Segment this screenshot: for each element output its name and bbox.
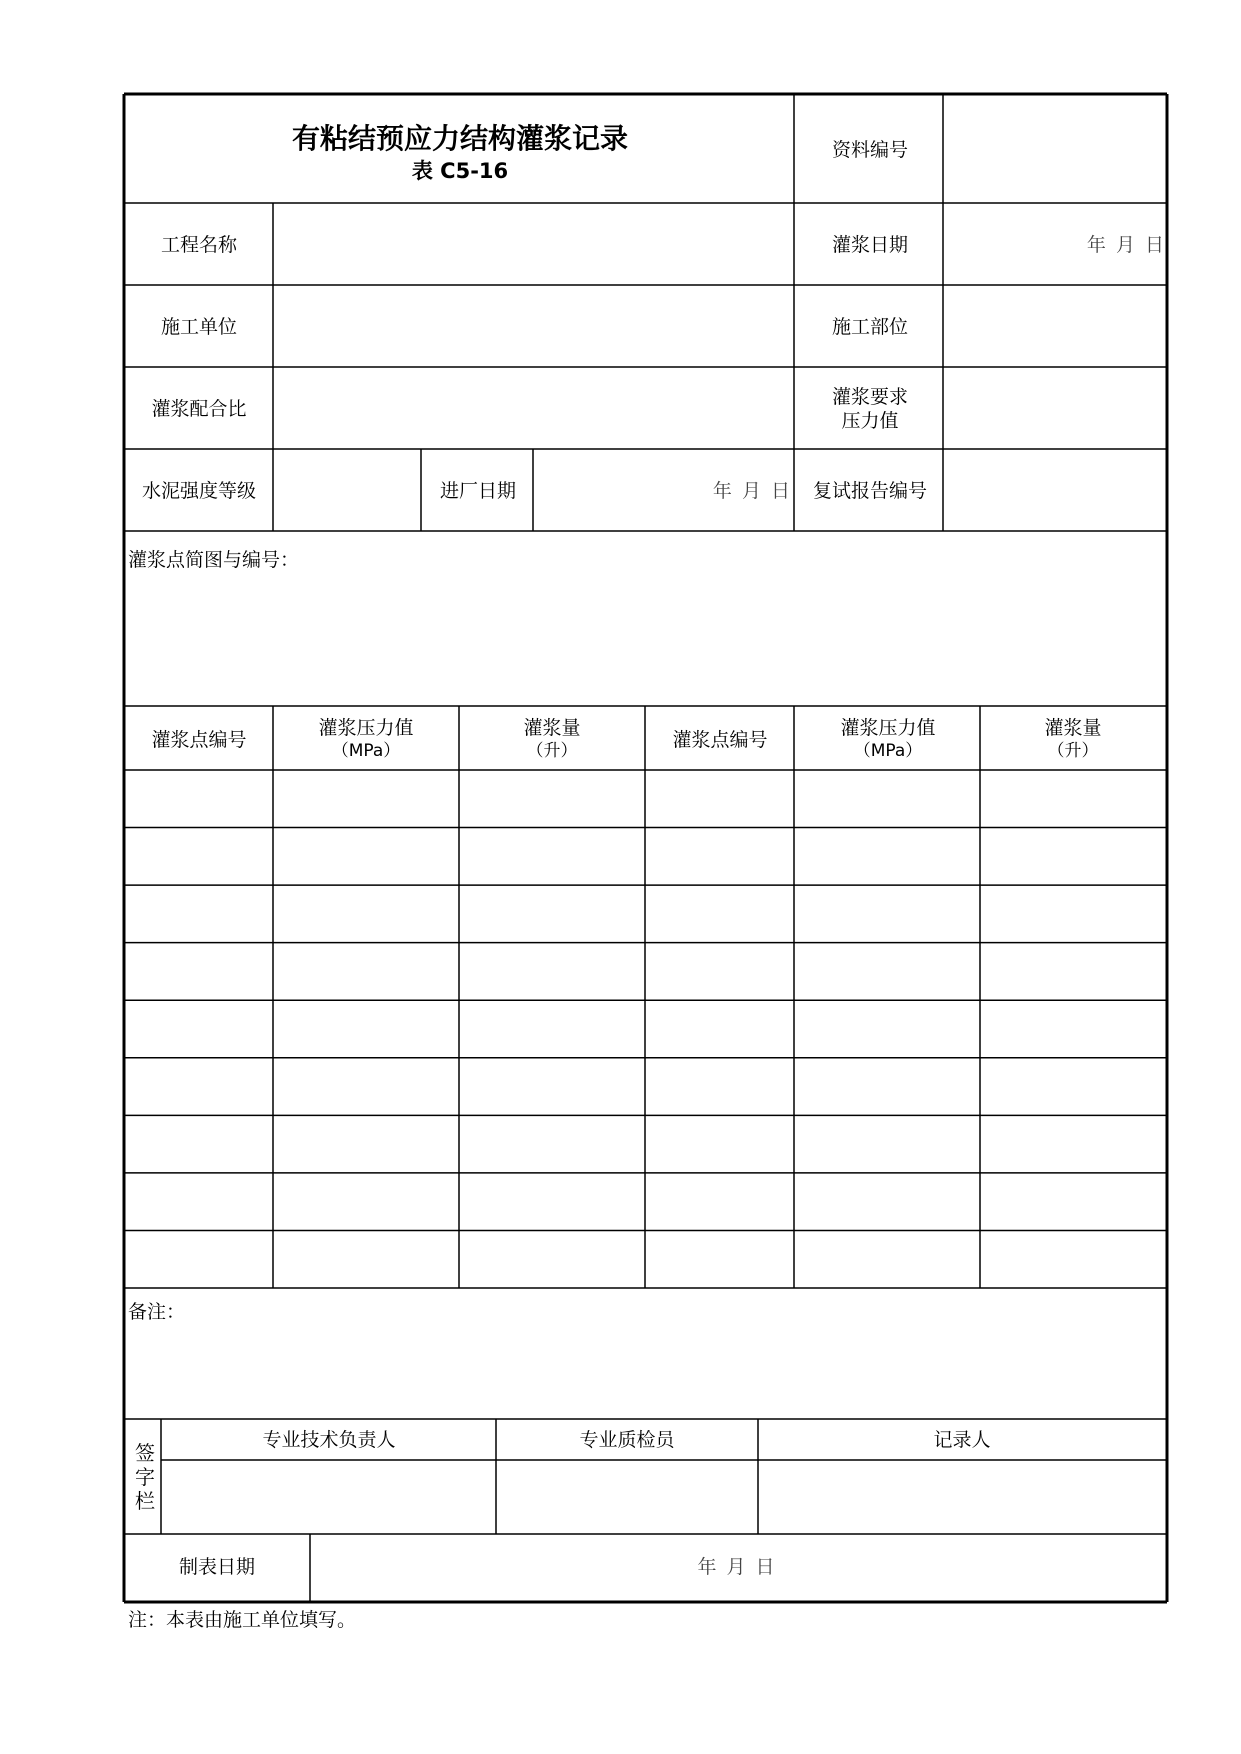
table-cell[interactable] [647,772,792,826]
location-field[interactable] [944,286,1166,366]
form-title: 有粘结预应力结构灌浆记录 [291,122,629,155]
signature-char: 字 [135,1465,155,1489]
arrival-date-value[interactable]: 年 月 日 [712,480,792,502]
table-cell[interactable] [461,1060,643,1114]
col-header-volume-1: 灌浆量 [523,717,581,739]
signature-field-recorder[interactable] [760,1462,1166,1532]
table-cell[interactable] [647,1117,792,1171]
table-cell[interactable] [126,1117,271,1171]
table-cell[interactable] [796,887,978,941]
table-cell[interactable] [796,1060,978,1114]
retest-report-field[interactable] [944,450,1166,530]
table-cell[interactable] [796,945,978,999]
project-name-field[interactable] [274,204,794,284]
table-cell[interactable] [982,1232,1165,1286]
signature-field-inspector[interactable] [498,1462,756,1532]
table-cell[interactable] [796,1175,978,1229]
table-cell[interactable] [126,945,271,999]
table-cell[interactable] [275,772,457,826]
required-pressure-field[interactable] [944,368,1166,448]
form-number: 表 C5-16 [411,159,509,183]
table-cell[interactable] [647,1232,792,1286]
table-cell[interactable] [275,1175,457,1229]
project-name-label: 工程名称 [160,234,238,256]
remarks-area[interactable] [126,1328,1166,1418]
doc-no-label: 资料编号 [831,139,909,161]
signature-char: 栏 [135,1489,155,1513]
table-cell[interactable] [461,1232,643,1286]
contractor-field[interactable] [274,286,794,366]
required-pressure-label-line2: 压力值 [841,410,899,432]
signature-section-label [134,1441,156,1513]
sketch-area[interactable] [126,576,1166,706]
signature-char: 签 [135,1441,155,1465]
grout-date-value[interactable]: 年 月 日 [1086,234,1166,256]
arrival-date-label: 进厂日期 [439,480,517,502]
table-cell[interactable] [461,945,643,999]
signature-role-inspector: 专业质检员 [579,1429,675,1451]
grout-date-label: 灌浆日期 [831,234,909,256]
form-footnote: 注：本表由施工单位填写。 [128,1609,357,1631]
col-header-point-no-1: 灌浆点编号 [151,729,247,751]
table-cell[interactable] [796,1117,978,1171]
signature-field-tech-lead[interactable] [164,1462,494,1532]
made-date-value[interactable]: 年 月 日 [697,1556,777,1578]
table-cell[interactable] [275,1002,457,1056]
col-header-volume-unit-1: （升） [526,741,578,761]
table-cell[interactable] [982,772,1165,826]
table-cell[interactable] [275,1232,457,1286]
table-cell[interactable] [126,1175,271,1229]
table-cell[interactable] [461,830,643,884]
col-header-pressure-unit-1: （MPa） [331,741,401,761]
table-cell[interactable] [126,1002,271,1056]
contractor-label: 施工单位 [160,316,238,338]
table-cell[interactable] [647,887,792,941]
col-header-pressure-2: 灌浆压力值 [840,717,936,739]
table-cell[interactable] [982,945,1165,999]
table-cell[interactable] [461,1175,643,1229]
cement-grade-field[interactable] [274,450,420,530]
col-header-point-no-2: 灌浆点编号 [672,729,768,751]
table-cell[interactable] [126,1060,271,1114]
col-header-pressure-1: 灌浆压力值 [318,717,414,739]
sketch-label: 灌浆点简图与编号： [128,549,300,571]
made-date-label: 制表日期 [178,1556,256,1578]
table-cell[interactable] [647,945,792,999]
remarks-label: 备注： [128,1301,186,1323]
table-cell[interactable] [982,1002,1165,1056]
table-cell[interactable] [647,1175,792,1229]
table-cell[interactable] [796,1232,978,1286]
mix-ratio-label: 灌浆配合比 [151,398,247,420]
table-cell[interactable] [647,830,792,884]
table-cell[interactable] [126,830,271,884]
table-cell[interactable] [647,1002,792,1056]
table-cell[interactable] [461,1117,643,1171]
table-cell[interactable] [796,830,978,884]
table-cell[interactable] [461,772,643,826]
table-cell[interactable] [275,945,457,999]
table-cell[interactable] [982,830,1165,884]
signature-role-recorder: 记录人 [933,1429,991,1451]
cement-grade-label: 水泥强度等级 [141,480,257,502]
table-cell[interactable] [275,887,457,941]
table-cell[interactable] [126,772,271,826]
table-cell[interactable] [982,1117,1165,1171]
table-cell[interactable] [461,887,643,941]
table-cell[interactable] [275,1060,457,1114]
mix-ratio-field[interactable] [274,368,794,448]
col-header-pressure-unit-2: （MPa） [853,741,923,761]
table-cell[interactable] [647,1060,792,1114]
table-cell[interactable] [461,1002,643,1056]
table-cell[interactable] [275,830,457,884]
col-header-volume-unit-2: （升） [1047,741,1099,761]
table-cell[interactable] [982,1175,1165,1229]
table-cell[interactable] [796,1002,978,1056]
required-pressure-label-line1: 灌浆要求 [831,386,909,408]
doc-no-field[interactable] [944,95,1166,200]
table-cell[interactable] [126,1232,271,1286]
table-cell[interactable] [796,772,978,826]
table-cell[interactable] [982,1060,1165,1114]
location-label: 施工部位 [831,316,909,338]
col-header-volume-2: 灌浆量 [1044,717,1102,739]
retest-report-label: 复试报告编号 [812,480,928,502]
table-cell[interactable] [275,1117,457,1171]
table-cell[interactable] [126,887,271,941]
signature-role-tech-lead: 专业技术负责人 [262,1429,396,1451]
table-cell[interactable] [982,887,1165,941]
